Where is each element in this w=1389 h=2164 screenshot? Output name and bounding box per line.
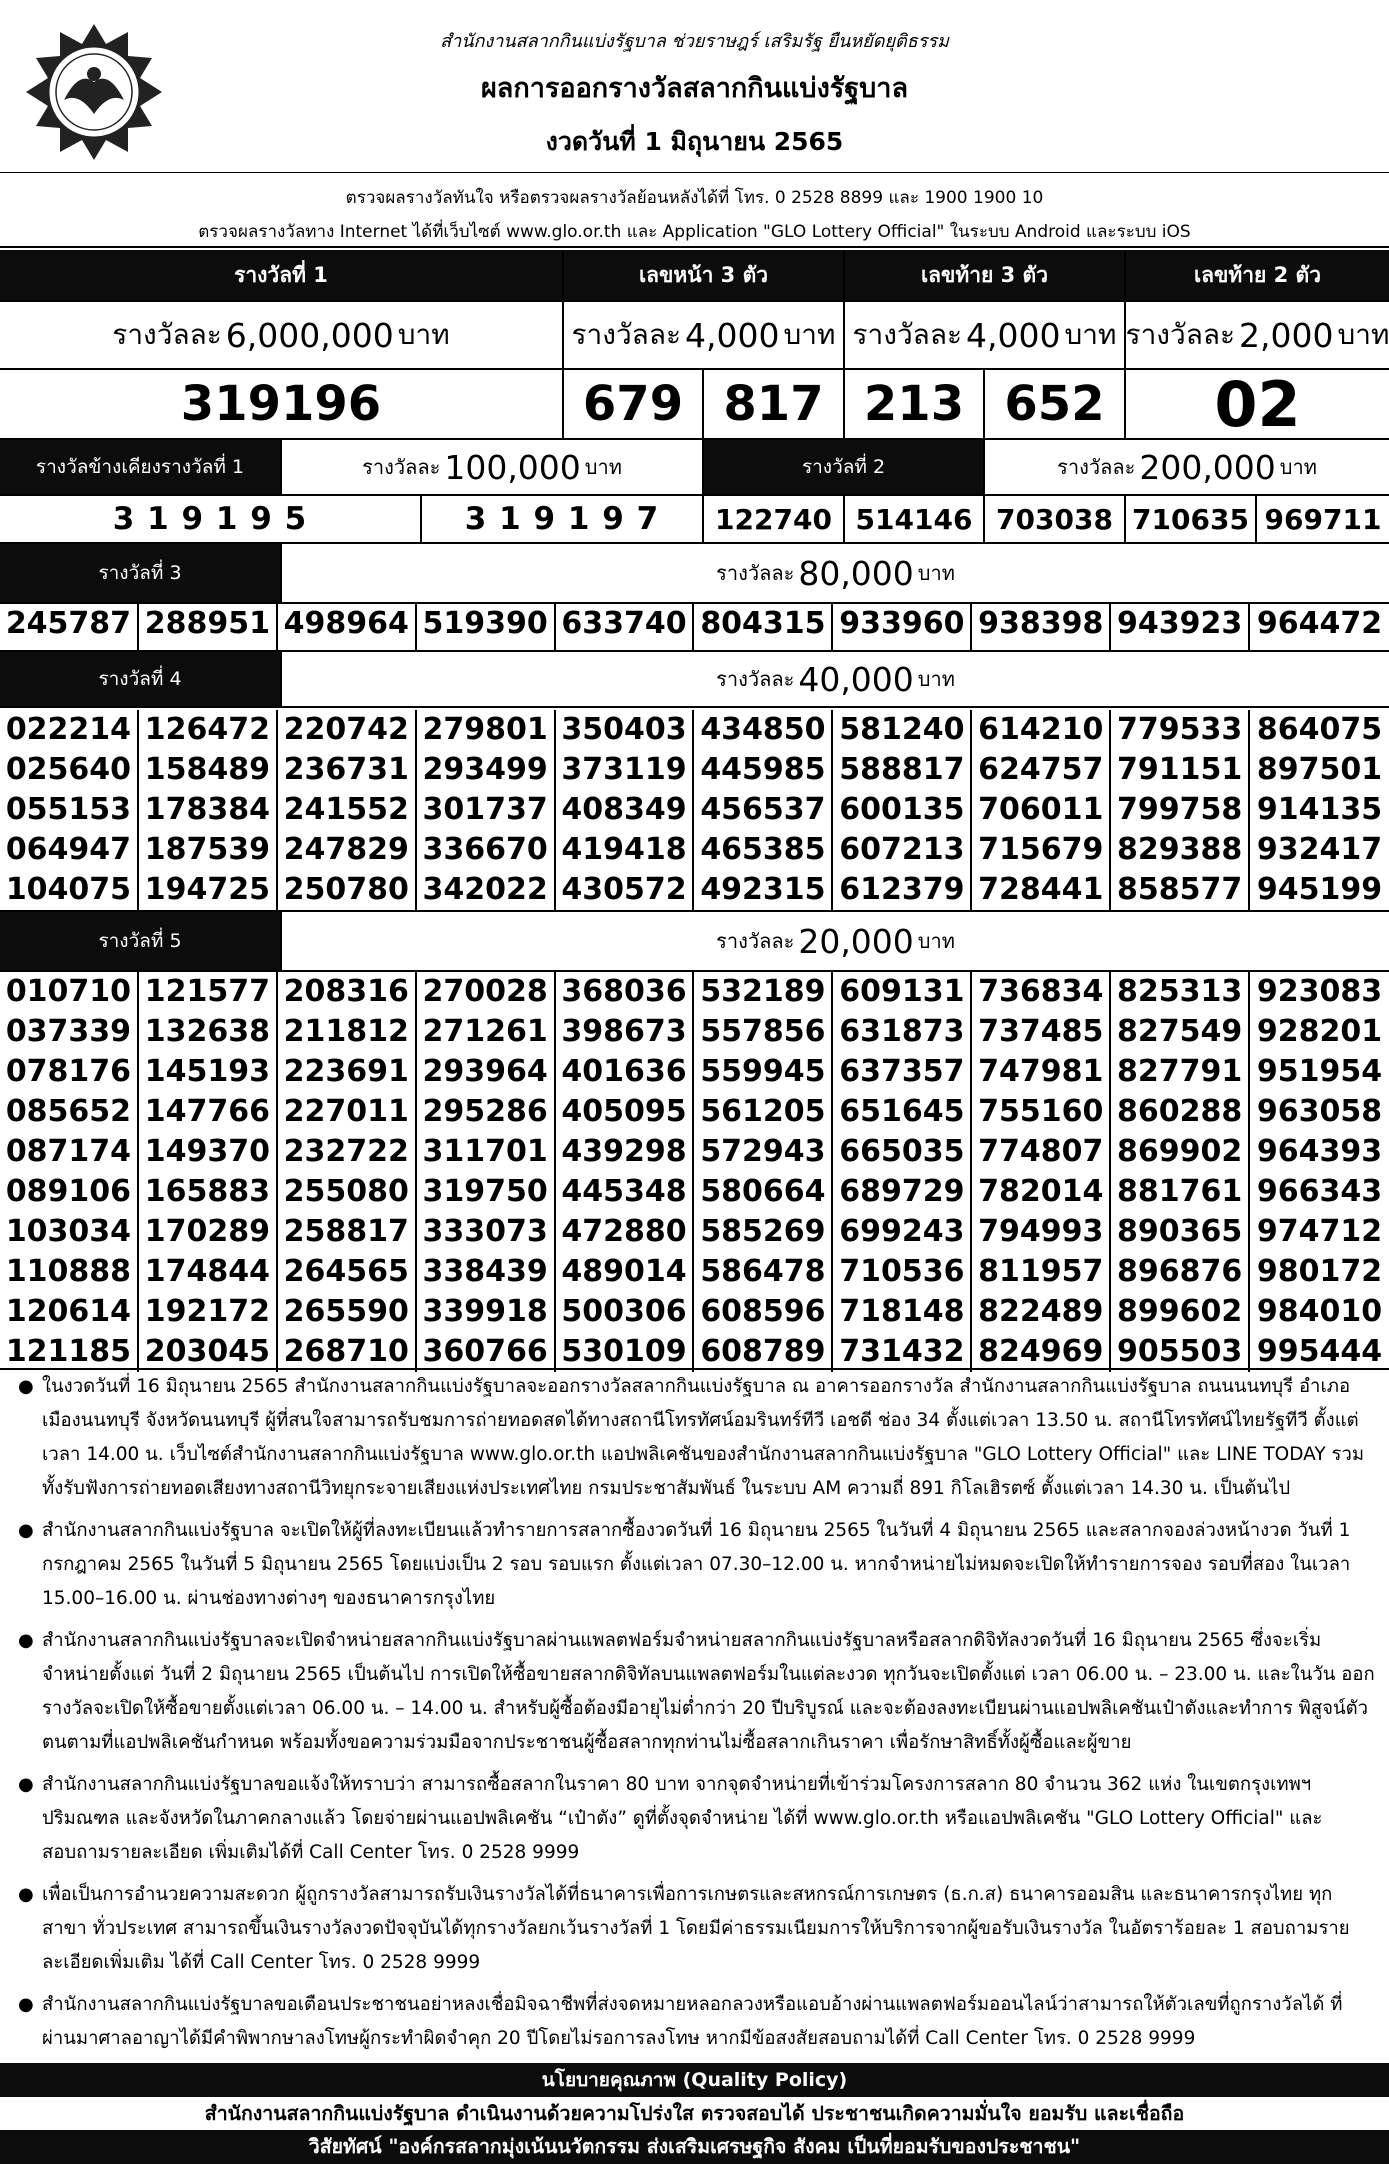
prize-number-cell: 489014 (556, 1252, 695, 1292)
prize-number-cell: 022214 (0, 710, 139, 750)
prize-number-cell: 336670 (417, 830, 556, 870)
prize-number-cell: 804315 (694, 604, 833, 650)
prize-number-cell: 938398 (972, 604, 1111, 650)
prize-number-cell: 980172 (1256, 1254, 1383, 1289)
prize-number-cell: 126472 (139, 710, 278, 750)
prize-number-cell: 170289 (139, 1212, 278, 1252)
prize-number-cell: 373119 (556, 750, 695, 790)
prize-number-cell: 408349 (556, 790, 695, 830)
prize-number-cell: 612379 (833, 870, 972, 910)
prize-number-cell: 178384 (139, 790, 278, 830)
bullet-icon: ● (18, 1376, 34, 1397)
prize-number-cell: 338439 (417, 1252, 556, 1292)
prize-number-cell: 689729 (833, 1172, 972, 1212)
prize-number-cell: 608596 (694, 1292, 833, 1332)
second-number-1: 122740 (704, 496, 845, 544)
prize-number-cell: 951954 (1256, 1054, 1383, 1089)
prize-number-cell: 747981 (972, 1052, 1111, 1092)
prize-number-cell: 194725 (139, 870, 278, 910)
prize-number-cell: 368036 (556, 972, 695, 1012)
prize-number-cell: 271261 (417, 1012, 556, 1052)
back2-amount: รางวัลละ 2,000 บาท (1126, 302, 1389, 370)
back3-label: เลขท้าย 3 ตัว (845, 250, 1126, 302)
prize-number-cell: 905503 (1111, 1332, 1250, 1372)
prize-number-cell: 247829 (278, 830, 417, 870)
first-prize-amount: รางวัลละ 6,000,000 บาท (0, 302, 564, 370)
bullet-icon: ● (18, 1774, 34, 1795)
prize-number-cell: 288951 (139, 604, 278, 650)
prize-number-cell: 037339 (0, 1012, 139, 1052)
prize-number-cell: 149370 (139, 1132, 278, 1172)
prize-number-cell: 561205 (694, 1092, 833, 1132)
prize-number-cell: 430572 (556, 870, 695, 910)
fifth-prize-grid (0, 972, 1389, 1370)
prize-number-cell: 585269 (694, 1212, 833, 1252)
announcement-notes (14, 1370, 1376, 2064)
prize-number-cell: 794993 (972, 1212, 1111, 1252)
prize-number-cell: 633740 (556, 604, 695, 650)
prize-number-cell: 439298 (556, 1132, 695, 1172)
prize-number-cell: 055153 (0, 790, 139, 830)
prize-number-cell: 897501 (1256, 752, 1383, 787)
back2-label: เลขท้าย 2 ตัว (1126, 250, 1389, 302)
prize-number-cell: 824969 (972, 1332, 1111, 1372)
prize-number-cell: 401636 (556, 1052, 695, 1092)
prize-number-cell: 227011 (278, 1092, 417, 1132)
prize-number-cell: 637357 (833, 1052, 972, 1092)
front3-number-2: 817 (704, 370, 845, 440)
prize-number-cell: 782014 (972, 1172, 1111, 1212)
prize-number-cell: 268710 (278, 1332, 417, 1372)
prize-number-cell: 319750 (417, 1172, 556, 1212)
prize-number-cell: 265590 (278, 1292, 417, 1332)
prize-number-cell: 964393 (1256, 1134, 1383, 1169)
prize-number-cell: 241552 (278, 790, 417, 830)
prize-number-cell: 710536 (833, 1252, 972, 1292)
prize-number-cell: 203045 (139, 1332, 278, 1372)
prize-number-cell: 110888 (0, 1252, 139, 1292)
prize-number-cell: 498964 (278, 604, 417, 650)
prize-number-cell: 699243 (833, 1212, 972, 1252)
prize-number-cell: 532189 (694, 972, 833, 1012)
note-item: ● สำนักงานสลากกินแบ่งรัฐบาลขอเตือนประชาชนอย่าหลงเชื่อมิจฉาชีพที่ส่งจดหมายหลอกลวงหรือแอบอ้างผ่านแพลตฟอร์มออนไลน์ว่าสามารถให้ตัวเลขที่ถูกรางวัลได้ ที่ผ่านมาศาลอาญาได้มีคำพิพากษาลงโทษผู้กระทำผิดจำคุก 20 ปีโดยไม่รอการลงโทษ หากมีข้อสงสัยสอบถามได้ที่ Call Center โทร. 0 2528 9999 (14, 1988, 1376, 2056)
prize-number-cell: 995444 (1256, 1334, 1383, 1369)
fifth-prize-amount: รางวัลละ 20,000 บาท (282, 912, 1389, 972)
prize-number-cell: 301737 (417, 790, 556, 830)
near-first-amount: รางวัลละ 100,000 บาท (282, 440, 704, 496)
prize-number-cell: 914135 (1256, 792, 1383, 827)
prize-number-cell: 827791 (1111, 1052, 1250, 1092)
prize-number-cell: 827549 (1111, 1012, 1250, 1052)
prize-number-cell: 600135 (833, 790, 972, 830)
second-number-2: 514146 (845, 496, 985, 544)
prize-number-cell: 078176 (0, 1052, 139, 1092)
prize-number-cell: 445348 (556, 1172, 695, 1212)
prize-number-cell: 631873 (833, 1012, 972, 1052)
prize-number-cell: 706011 (972, 790, 1111, 830)
check-web-info: ตรวจผลรางวัลทาง Internet ได้ที่เว็บไซต์ www.glo.or.th และ Application "GLO Lottery Official" ในระบบ Android และระบบ iOS (198, 222, 1191, 242)
prize-number-cell: 530109 (556, 1332, 695, 1372)
bullet-icon: ● (18, 1520, 34, 1541)
back3-number-1: 213 (845, 370, 985, 440)
prize-number-cell: 434850 (694, 710, 833, 750)
prize-number-cell: 456537 (694, 790, 833, 830)
prize-number-cell: 825313 (1111, 972, 1250, 1012)
prize-number-cell: 779533 (1111, 710, 1250, 750)
prize-number-cell: 822489 (972, 1292, 1111, 1332)
note-item: ● สำนักงานสลากกินแบ่งรัฐบาลจะเปิดจำหน่ายสลากกินแบ่งรัฐบาลผ่านแพลตฟอร์มจำหน่ายสลากกินแบ่งรัฐบาลหรือสลากดิจิทัลงวดวันที่ 16 มิถุนายน 2565 ซึ่งจะเริ่ม จำหน่ายตั้งแต่ วันที่ 2 มิถุนายน 2565 เป็นต้นไป การเปิดให้ซื้อขายสลากดิจิทัลบนแพลตฟอร์มในแต่ละงวด ทุกวันจะเปิดตั้งแต่ เวลา 06.00 น. – 23.00 น. และในวัน ออกรางวัลจะเปิดให้ซื้อขายตั้งแต่เวลา 06.00 น. – 14.00 น. สำหรับผู้ซื้อต้องมีอายุไม่ต่ำกว่า 20 ปีบริบูรณ์ และจะต้องลงทะเบียนผ่านแอปพลิเคชันเป๋าตังและทำการ พิสูจน์ตัวตนตามที่แอปพลิเคชันกำหนด พร้อมทั้งขอความร่วมมือจากประชาชนผู้ซื้อสลากทุกท่านไม่ซื้อสลากเกินราคา เพื่อรักษาสิทธิ์ทั้งผู้ซื้อและผู้ขาย (14, 1624, 1376, 1760)
prize-number-cell: 258817 (278, 1212, 417, 1252)
prize-number-cell: 963058 (1256, 1094, 1383, 1129)
prize-number-cell: 120614 (0, 1292, 139, 1332)
prize-number-cell: 858577 (1111, 870, 1250, 910)
prize-number-cell: 519390 (417, 604, 556, 650)
prize-number-cell: 311701 (417, 1132, 556, 1172)
note-item: ● เพื่อเป็นการอำนวยความสะดวก ผู้ถูกรางวัลสามารถรับเงินรางวัลได้ที่ธนาคารเพื่อการเกษตรและสหกรณ์การเกษตร (ธ.ก.ส) ธนาคารออมสิน และธนาคารกรุงไทย ทุกสาขา ทั่วประเทศ สามารถขึ้นเงินรางวัลงวดปัจจุบันได้ทุกรางวัลยกเว้นรางวัลที่ 1 โดยมีค่าธรรมเนียมการให้บริการจากผู้ขอรับเงินรางวัล ในอัตราร้อยละ 1 สอบถามรายละเอียดเพิ่มเติม ได้ที่ Call Center โทร. 0 2528 9999 (14, 1878, 1376, 1980)
prize-number-cell: 572943 (694, 1132, 833, 1172)
prize-number-cell: 165883 (139, 1172, 278, 1212)
prize-number-cell: 881761 (1111, 1172, 1250, 1212)
quality-policy-label: นโยบายคุณภาพ (Quality Policy) (0, 2063, 1389, 2097)
draw-date: งวดวันที่ 1 มิถุนายน 2565 (545, 127, 844, 156)
first-prize-number: 319196 (0, 370, 564, 440)
prize-number-cell: 607213 (833, 830, 972, 870)
prize-number-cell: 966343 (1256, 1174, 1383, 1209)
page-title: ผลการออกรางวัลสลากกินแบ่งรัฐบาล (480, 73, 909, 104)
prize-number-cell: 025640 (0, 750, 139, 790)
prize-number-cell: 609131 (833, 972, 972, 1012)
prize-number-cell: 103034 (0, 1212, 139, 1252)
prize-number-cell: 293964 (417, 1052, 556, 1092)
prize-number-cell: 932417 (1256, 832, 1383, 867)
prize-number-cell: 557856 (694, 1012, 833, 1052)
prize-number-cell: 104075 (0, 870, 139, 910)
front3-number-1: 679 (564, 370, 704, 440)
prize-number-cell: 220742 (278, 710, 417, 750)
prize-number-cell: 665035 (833, 1132, 972, 1172)
second-prize-label: รางวัลที่ 2 (704, 440, 985, 496)
third-prize-amount: รางวัลละ 80,000 บาท (282, 544, 1389, 604)
prize-number-cell: 614210 (972, 710, 1111, 750)
prize-number-cell: 624757 (972, 750, 1111, 790)
prize-number-cell: 472880 (556, 1212, 695, 1252)
prize-number-cell: 869902 (1111, 1132, 1250, 1172)
back3-number-2: 652 (985, 370, 1126, 440)
prize-number-cell: 405095 (556, 1092, 695, 1132)
prize-number-cell: 236731 (278, 750, 417, 790)
prize-number-cell: 964472 (1256, 606, 1383, 641)
first-prize-label: รางวัลที่ 1 (0, 250, 564, 302)
fourth-prize-grid (0, 708, 1389, 912)
second-number-5: 969711 (1257, 496, 1389, 544)
prize-number-cell: 984010 (1256, 1294, 1383, 1329)
prize-number-cell: 445985 (694, 750, 833, 790)
prize-number-cell: 087174 (0, 1132, 139, 1172)
prize-number-cell: 923083 (1256, 974, 1383, 1009)
prize-number-cell: 255080 (278, 1172, 417, 1212)
prize-number-cell: 731432 (833, 1332, 972, 1372)
org-motto: สำนักงานสลากกินแบ่งรัฐบาล ช่วยราษฎร์ เสริมรัฐ ยืนหยัดยุติธรรม (440, 31, 949, 52)
fourth-prize-label: รางวัลที่ 4 (0, 652, 282, 708)
prize-number-cell: 089106 (0, 1172, 139, 1212)
prize-number-cell: 896876 (1111, 1252, 1250, 1292)
prize-number-cell: 250780 (278, 870, 417, 910)
prize-number-cell: 223691 (278, 1052, 417, 1092)
prize-number-cell: 187539 (139, 830, 278, 870)
prize-number-cell: 559945 (694, 1052, 833, 1092)
prize-number-cell: 500306 (556, 1292, 695, 1332)
second-prize-amount: รางวัลละ 200,000 บาท (985, 440, 1389, 496)
prize-number-cell: 864075 (1256, 712, 1383, 747)
header-divider (0, 172, 1389, 173)
prize-number-cell: 293499 (417, 750, 556, 790)
prize-number-cell: 333073 (417, 1212, 556, 1252)
prize-number-cell: 943923 (1111, 604, 1250, 650)
back3-amount: รางวัลละ 4,000 บาท (845, 302, 1126, 370)
note-item: ● สำนักงานสลากกินแบ่งรัฐบาล จะเปิดให้ผู้ที่ลงทะเบียนแล้วทำรายการสลากซื้องวดวันที่ 16 มิถุนายน 2565 ในวันที่ 4 มิถุนายน 2565 และสลากจองล่วงหน้างวด วันที่ 1 กรกฎาคม 2565 ในวันที่ 5 มิถุนายน 2565 โดยแบ่งเป็น 2 รอบ รอบแรก ตั้งแต่เวลา 07.30–12.00 น. หากจำหน่ายไม่หมดจะเปิดให้ทำรายการจอง รอบที่สอง ในเวลา 15.00–16.00 น. ผ่านช่องทางต่างๆ ของธนาคารกรุงไทย (14, 1514, 1376, 1616)
near-first-number-2: 3 1 9 1 9 7 (422, 496, 704, 544)
prize-number-cell: 945199 (1256, 872, 1383, 907)
prize-number-cell: 811957 (972, 1252, 1111, 1292)
prize-number-cell: 132638 (139, 1012, 278, 1052)
note-item: ● ในงวดวันที่ 16 มิถุนายน 2565 สำนักงานสลากกินแบ่งรัฐบาลจะออกรางวัลสลากกินแบ่งรัฐบาล ณ อาคารออกรางวัล สำนักงานสลากกินแบ่งรัฐบาล ถนนนนทบุรี อำเภอเมืองนนทบุรี จังหวัดนนทบุรี ผู้ที่สนใจสามารถรับชมการถ่ายทอดสดได้ทางสถานีโทรทัศน์อมรินทร์ทีวี เอชดี ช่อง 34 ตั้งแต่เวลา 13.50 น. สถานีโทรทัศน์ไทยรัฐทีวี ตั้งแต่เวลา 14.00 น. เว็บไซต์สำนักงานสลากกินแบ่งรัฐบาล www.glo.or.th แอปพลิเคชันของสำนักงานสลากกินแบ่งรัฐบาล "GLO Lottery Official" และ LINE TODAY รวมทั้งรับฟังการถ่ายทอดเสียงทางสถานีวิทยุกระจายเสียงแห่งประเทศไทย กรมประชาสัมพันธ์ ในระบบ AM ความถี่ 891 กิโลเฮิรตซ์ ตั้งแต่เวลา 14.30 น. เป็นต้นไป (14, 1370, 1376, 1506)
prize-number-cell: 145193 (139, 1052, 278, 1092)
prize-number-cell: 581240 (833, 710, 972, 750)
prize-number-cell: 928201 (1256, 1014, 1383, 1049)
prize-number-cell: 264565 (278, 1252, 417, 1292)
prize-number-cell: 933960 (833, 604, 972, 650)
prize-number-cell: 465385 (694, 830, 833, 870)
prize-number-cell: 791151 (1111, 750, 1250, 790)
prize-number-cell: 064947 (0, 830, 139, 870)
prize-number-cell: 010710 (0, 972, 139, 1012)
prize-number-cell: 580664 (694, 1172, 833, 1212)
near-first-number-1: 3 1 9 1 9 5 (0, 496, 422, 544)
prize-number-cell: 174844 (139, 1252, 278, 1292)
front3-label: เลขหน้า 3 ตัว (564, 250, 845, 302)
prize-number-cell: 829388 (1111, 830, 1250, 870)
prize-number-cell: 860288 (1111, 1092, 1250, 1132)
prize-number-cell: 158489 (139, 750, 278, 790)
prize-number-cell: 586478 (694, 1252, 833, 1292)
prize-number-cell: 360766 (417, 1332, 556, 1372)
prize-number-cell: 232722 (278, 1132, 417, 1172)
prize-number-cell: 147766 (139, 1092, 278, 1132)
prize-number-cell: 718148 (833, 1292, 972, 1332)
bullet-icon: ● (18, 1630, 34, 1651)
prize-number-cell: 339918 (417, 1292, 556, 1332)
third-prize-grid (0, 604, 1389, 652)
fourth-prize-amount: รางวัลละ 40,000 บาท (282, 652, 1389, 708)
prize-number-cell: 419418 (556, 830, 695, 870)
prize-number-cell: 890365 (1111, 1212, 1250, 1252)
back2-number: 02 (1126, 370, 1389, 440)
prize-number-cell: 350403 (556, 710, 695, 750)
prize-number-cell: 121577 (139, 972, 278, 1012)
prize-number-cell: 211812 (278, 1012, 417, 1052)
prize-number-cell: 755160 (972, 1092, 1111, 1132)
third-prize-label: รางวัลที่ 3 (0, 544, 282, 604)
prize-number-cell: 492315 (694, 870, 833, 910)
check-phone-info: ตรวจผลรางวัลทันใจ หรือตรวจผลรางวัลย้อนหลังได้ที่ โทร. 0 2528 8899 และ 1900 1900 10 (345, 188, 1044, 208)
prize-number-cell: 192172 (139, 1292, 278, 1332)
prize-number-cell: 085652 (0, 1092, 139, 1132)
document-header (0, 0, 1389, 248)
quality-policy-text: สำนักงานสลากกินแบ่งรัฐบาล ดำเนินงานด้วยความโปร่งใส ตรวจสอบได้ ประชาชนเกิดความมั่นใจ ยอมรับ และเชื่อถือ (204, 2102, 1185, 2125)
prize-number-cell: 588817 (833, 750, 972, 790)
prize-number-cell: 295286 (417, 1092, 556, 1132)
fifth-prize-label: รางวัลที่ 5 (0, 912, 282, 972)
prize-number-cell: 121185 (0, 1332, 139, 1372)
near-first-label: รางวัลข้างเคียงรางวัลที่ 1 (0, 440, 282, 496)
prize-number-cell: 728441 (972, 870, 1111, 910)
second-number-3: 703038 (985, 496, 1126, 544)
prize-number-cell: 270028 (417, 972, 556, 1012)
bullet-icon: ● (18, 1994, 34, 2015)
note-item: ● สำนักงานสลากกินแบ่งรัฐบาลขอแจ้งให้ทราบว่า สามารถซื้อสลากในราคา 80 บาท จากจุดจำหน่ายที่เข้าร่วมโครงการสลาก 80 จำนวน 362 แห่ง ในเขตกรุงเทพฯ ปริมณฑล และจังหวัดในภาคกลางแล้ว โดยจ่ายผ่านแอปพลิเคชัน “เป๋าตัง” ดูที่ตั้งจุดจำหน่าย ได้ที่ www.glo.or.th หรือแอปพลิเคชัน "GLO Lottery Official" และสอบถามรายละเอียด เพิ่มเติมได้ที่ Call Center โทร. 0 2528 9999 (14, 1768, 1376, 1870)
prize-number-cell: 899602 (1111, 1292, 1250, 1332)
prize-number-cell: 799758 (1111, 790, 1250, 830)
front3-amount: รางวัลละ 4,000 บาท (564, 302, 845, 370)
vision-statement: วิสัยทัศน์ "องค์กรสลากมุ่งเน้นนวัตกรรม ส่งเสริมเศรษฐกิจ สังคม เป็นที่ยอมรับของประชาชน" (0, 2130, 1389, 2164)
prize-number-cell: 342022 (417, 870, 556, 910)
prize-number-cell: 736834 (972, 972, 1111, 1012)
prize-number-cell: 279801 (417, 710, 556, 750)
prize-number-cell: 651645 (833, 1092, 972, 1132)
prize-number-cell: 608789 (694, 1332, 833, 1372)
prize-number-cell: 737485 (972, 1012, 1111, 1052)
prize-number-cell: 715679 (972, 830, 1111, 870)
prize-number-cell: 974712 (1256, 1214, 1383, 1249)
prize-number-cell: 208316 (278, 972, 417, 1012)
bullet-icon: ● (18, 1884, 34, 1905)
prize-number-cell: 774807 (972, 1132, 1111, 1172)
prize-number-cell: 398673 (556, 1012, 695, 1052)
second-number-4: 710635 (1126, 496, 1257, 544)
prize-number-cell: 245787 (0, 604, 139, 650)
